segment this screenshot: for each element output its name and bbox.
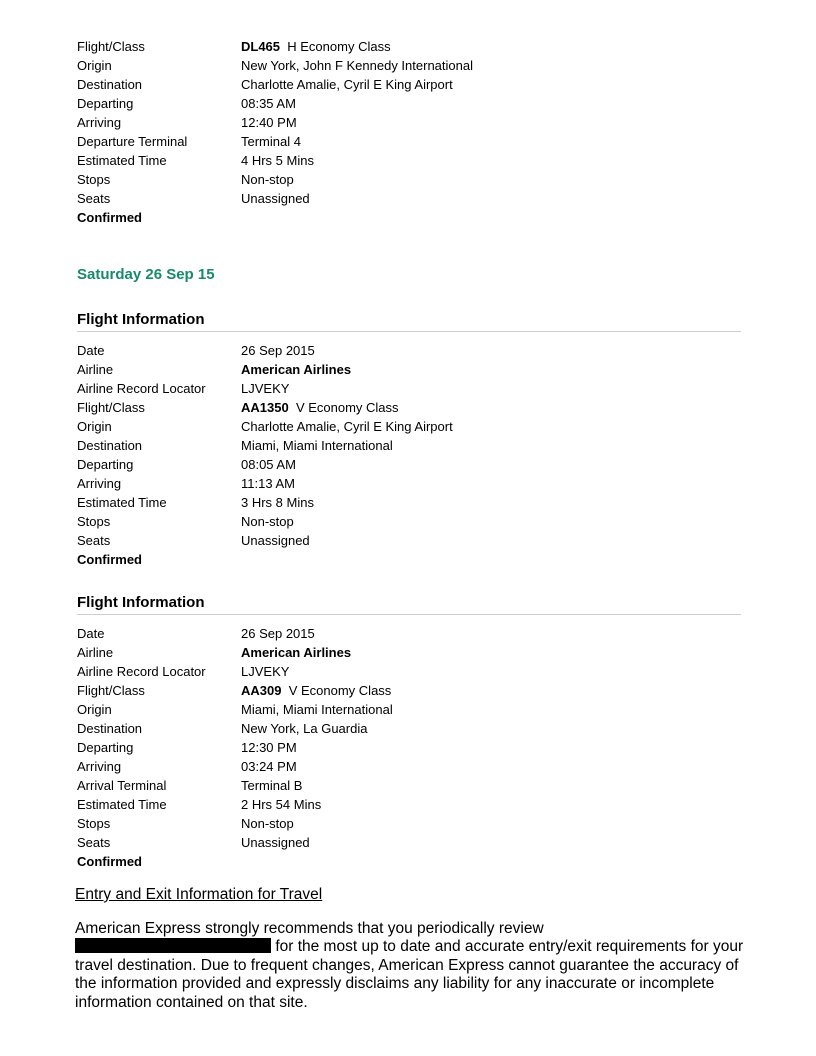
field-label: Arriving (77, 759, 122, 774)
field-value: Miami, Miami International (241, 702, 393, 717)
field-value: 08:05 AM (241, 457, 296, 472)
day-heading: Saturday 26 Sep 15 (77, 266, 215, 283)
flight-code: AA1350 (241, 400, 289, 415)
field-label: Origin (77, 419, 112, 434)
paragraph-text-after: for the most up to date and accurate entry/exit requirements for your travel destination. Due to frequent changes, American Express cannot guarantee the accuracy of the information provided and expressly disclaims any liability for any inaccurate or incomplete information contained on that site. (75, 938, 744, 1011)
field-value: Charlotte Amalie, Cyril E King Airport (241, 77, 453, 92)
field-label: Seats (77, 191, 111, 206)
field-label: Stops (77, 816, 111, 831)
field-value: Unassigned (241, 533, 310, 548)
field-value: 12:30 PM (241, 740, 297, 755)
field-value: Non-stop (241, 514, 294, 529)
field-value: 12:40 PM (241, 115, 297, 130)
field-label: Origin (77, 58, 112, 73)
field-value: Unassigned (241, 191, 310, 206)
class-text: V Economy Class (295, 400, 399, 415)
field-label: Airline (77, 645, 114, 660)
section-title: Flight Information (77, 309, 741, 332)
field-value: 26 Sep 2015 (241, 626, 315, 641)
flight-code: DL465 (241, 39, 281, 54)
field-label: Date (77, 626, 105, 641)
field-value: Miami, Miami International (241, 438, 393, 453)
field-value: 08:35 AM (241, 96, 296, 111)
field-value: Terminal B (241, 778, 303, 793)
field-value (241, 37, 391, 56)
class-text: H Economy Class (287, 39, 391, 54)
booking-status: Confirmed (77, 854, 142, 869)
section-title: Flight Information (77, 592, 741, 615)
field-label: Stops (77, 172, 111, 187)
field-value: Charlotte Amalie, Cyril E King Airport (241, 419, 453, 434)
field-label: Departing (77, 740, 134, 755)
field-value: Unassigned (241, 835, 310, 850)
field-value: Terminal 4 (241, 134, 301, 149)
field-label: Seats (77, 533, 111, 548)
entry-exit-link[interactable]: Entry and Exit Information for Travel (75, 886, 323, 903)
field-label: Flight/Class (77, 683, 145, 698)
field-label: Estimated Time (77, 495, 167, 510)
field-label: Departing (77, 457, 134, 472)
field-value (241, 681, 391, 700)
field-value: American Airlines (241, 362, 352, 377)
entry-exit-paragraph (75, 920, 747, 1012)
field-value (241, 398, 399, 417)
field-value: New York, John F Kennedy International (241, 58, 473, 73)
paragraph-text-before: American Express strongly recommends that you periodically review (75, 920, 544, 937)
field-label: Flight/Class (77, 39, 145, 54)
field-value: 26 Sep 2015 (241, 343, 315, 358)
field-label: Origin (77, 702, 112, 717)
field-label: Destination (77, 77, 143, 92)
field-value: American Airlines (241, 645, 352, 660)
field-label: Estimated Time (77, 153, 167, 168)
field-value: 2 Hrs 54 Mins (241, 797, 322, 812)
flight-code: AA309 (241, 683, 282, 698)
field-label: Stops (77, 514, 111, 529)
field-label: Departing (77, 96, 134, 111)
field-label: Destination (77, 438, 143, 453)
field-value: LJVEKY (241, 381, 290, 396)
field-label: Estimated Time (77, 797, 167, 812)
field-label: Seats (77, 835, 111, 850)
redaction-bar (75, 938, 271, 953)
field-label: Date (77, 343, 105, 358)
field-value: 3 Hrs 8 Mins (241, 495, 314, 510)
field-value: 4 Hrs 5 Mins (241, 153, 314, 168)
field-label: Airline Record Locator (77, 381, 206, 396)
field-label: Flight/Class (77, 400, 145, 415)
field-label: Arriving (77, 115, 122, 130)
field-value: Non-stop (241, 172, 294, 187)
class-text: V Economy Class (288, 683, 392, 698)
field-label: Destination (77, 721, 143, 736)
field-label: Departure Terminal (77, 134, 188, 149)
field-label: Airline Record Locator (77, 664, 206, 679)
field-value: 11:13 AM (241, 476, 295, 491)
field-value: 03:24 PM (241, 759, 297, 774)
field-value: LJVEKY (241, 664, 290, 679)
booking-status: Confirmed (77, 210, 142, 225)
field-label: Arriving (77, 476, 122, 491)
field-label: Arrival Terminal (77, 778, 167, 793)
field-value: Non-stop (241, 816, 294, 831)
field-value: New York, La Guardia (241, 721, 368, 736)
field-label: Airline (77, 362, 114, 377)
booking-status: Confirmed (77, 552, 142, 567)
